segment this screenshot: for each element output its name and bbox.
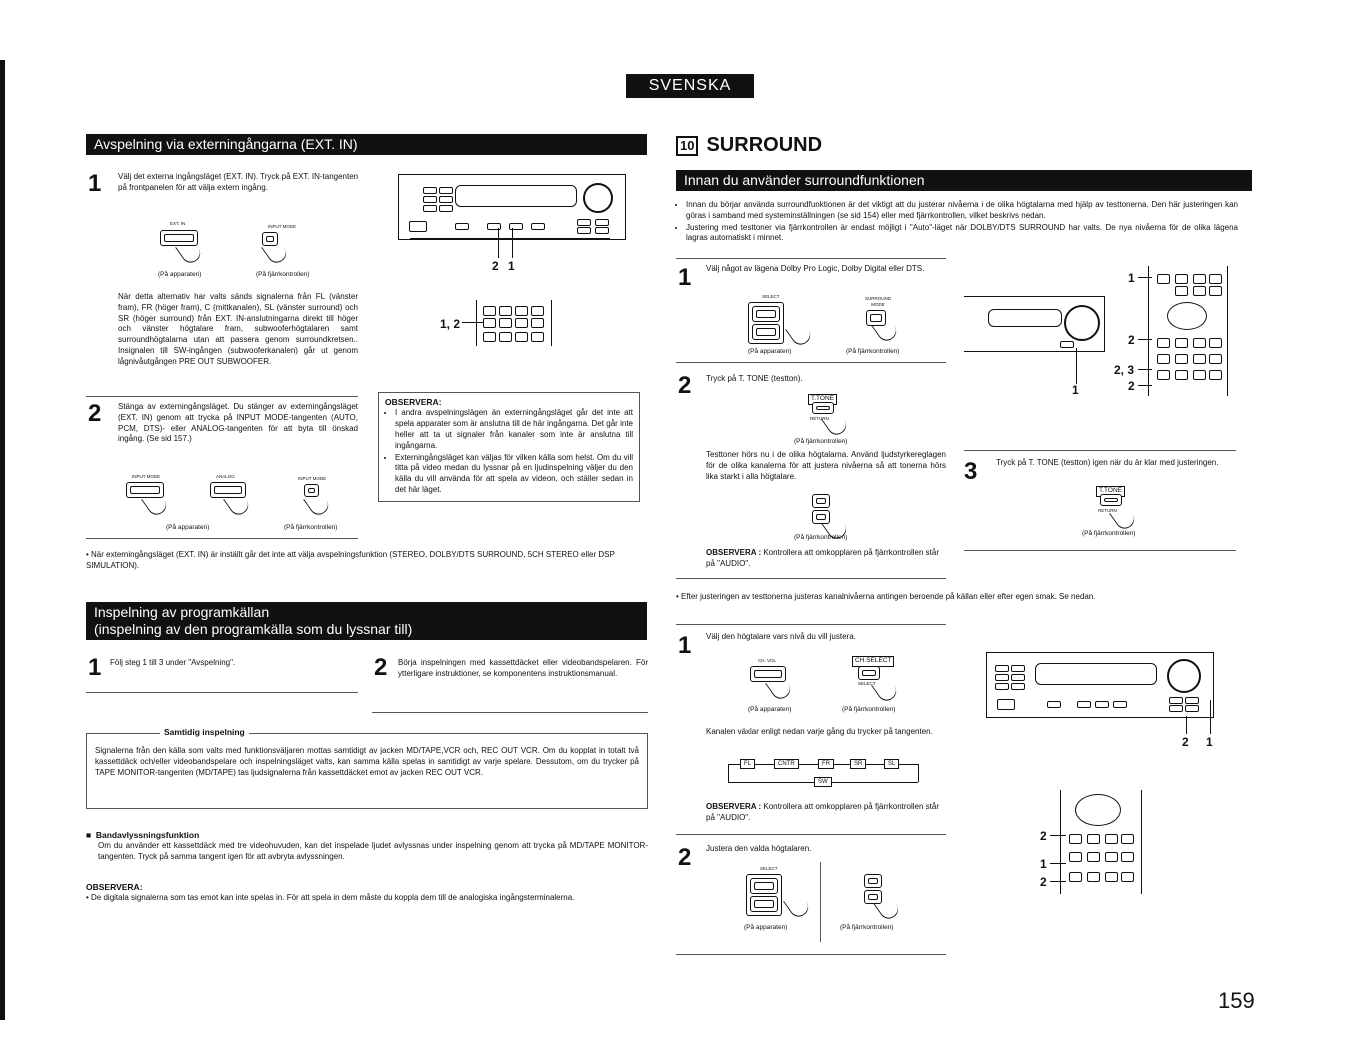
step-detail: Kanalen växlar enligt nedan varje gång du trycker på tangenten. <box>706 727 933 736</box>
channel-sr: SR <box>850 759 866 769</box>
simultaneous-recording-box <box>86 733 648 809</box>
step-number: 2 <box>374 654 388 681</box>
intro-item: • Justering med testtoner via fjärrkontrollen är endast möjligt i "Auto"-läget när DOLBY/DTS SURROUND har valts. De nya nivåerna för de olika lägena lagras automatiskt i minnet. <box>686 223 1238 245</box>
callout-number: 1 <box>508 259 515 273</box>
hand-icon <box>785 319 814 349</box>
leader-line <box>512 228 513 258</box>
button-label: SURROUND MODE <box>864 296 891 308</box>
section-text: Om du använder ett kassettdäck med tre videohuvuden, kan det inspelade ljudet avlyssnas under inspelning genom att trycka på MD/TAPE MONITOR-tangenten. Tryck på samma tangent igen för att avbryta avlyssningen. <box>98 841 648 862</box>
button-label: EXT. IN <box>170 221 186 226</box>
caption: (På fjärrkontrollen) <box>840 924 894 931</box>
leader-line <box>462 322 484 323</box>
section-bar-surround: Innan du använder surroundfunktionen <box>676 170 1252 191</box>
callout-number: 1 <box>1040 857 1047 871</box>
obs-text: Kontrollera att omkopplaren på fjärrkontrollen står på "AUDIO". <box>706 802 940 822</box>
note-box <box>378 392 640 502</box>
channel-sw: SW <box>814 777 832 787</box>
divider <box>86 396 358 397</box>
divider <box>86 538 358 539</box>
leader-line <box>1050 863 1066 864</box>
note-title: OBSERVERA: <box>86 882 143 892</box>
callout-number: 2 <box>1182 735 1189 749</box>
down-button[interactable] <box>752 324 780 340</box>
leader-line <box>1050 835 1066 836</box>
after-note: • Efter justeringen av testtonerna justeras kanalnivåerna antingen beroende på källan eller efter egen smak. Se nedan. <box>676 592 1096 601</box>
page-edge-marker <box>0 60 5 1020</box>
obs-label: OBSERVERA : <box>706 548 762 557</box>
obs-text: Kontrollera att omkopplaren på fjärrkontrollen står på "AUDIO". <box>706 548 940 568</box>
leader-line <box>1050 881 1066 882</box>
callout-number: 2, 3 <box>1114 363 1135 377</box>
callout-number: 2 <box>1040 875 1047 889</box>
caption: (På apparaten) <box>166 524 210 531</box>
divider <box>676 954 946 955</box>
channel-fl: FL <box>740 759 755 769</box>
divider <box>964 450 1236 451</box>
caption: (På fjärrkontrollen) <box>1082 530 1136 537</box>
button-label: SELECT <box>760 866 778 871</box>
step-number: 2 <box>678 844 692 871</box>
after-note-text: Efter justeringen av testtonerna justeras kanalnivåerna antingen beroende på källan eller efter egen smak. Se nedan. <box>681 592 1096 601</box>
caption: (På apparaten) <box>748 348 792 355</box>
callout-number: 2 <box>1040 829 1047 843</box>
step-text: Börja inspelningen med kassettdäcket eller videobandspelaren. För ytterligare instruktioner, se komponentens instruktionsmanual. <box>398 658 648 678</box>
leader-line <box>1138 385 1152 386</box>
divider <box>86 692 358 693</box>
footnote: • När externingångsläget (EXT. IN) är inställt går det inte att välja avspelningsfunktion (STEREO, DOLBY/DTS SURROUND, 5CH STEREO eller DSP SIMULATION). <box>86 550 615 570</box>
callout-number: 1 <box>1128 271 1135 285</box>
remote-illustration <box>1060 790 1142 894</box>
divider <box>820 862 821 942</box>
button-label: INPUT MODE <box>132 474 161 479</box>
callout-number: 2 <box>1128 333 1135 347</box>
caption: (På fjärrkontrollen) <box>284 524 338 531</box>
chapter-heading <box>676 132 822 159</box>
divider <box>676 624 946 625</box>
callout-number: 1 <box>1206 735 1213 749</box>
note-text: • De digitala signalerna som tas emot kan inte spelas in. För att spela in dem måste du koppla dem till de analogiska ingångsterminalerna. <box>86 893 575 903</box>
button-label: INPUT MODE <box>298 476 327 481</box>
leader-line <box>498 228 499 258</box>
leader-line <box>410 238 610 239</box>
language-tab: SVENSKA <box>626 74 754 98</box>
caption: (På fjärrkontrollen) <box>846 348 900 355</box>
remote-illustration <box>476 300 552 346</box>
step-text: Justera den valda högtalaren. <box>706 844 812 853</box>
obs-note <box>706 802 946 824</box>
leader-line <box>1138 339 1152 340</box>
caption: (På fjärrkontrollen) <box>842 706 896 713</box>
hand-icon <box>783 891 812 921</box>
step-text: Följ steg 1 till 3 under "Avspelning". <box>110 658 236 667</box>
section-bar-ext-in: Avspelning via externingångarna (EXT. IN) <box>86 134 647 155</box>
step-number: 1 <box>88 170 102 197</box>
channel-sl: SL <box>884 759 899 769</box>
receiver-illustration <box>964 296 1105 352</box>
step-detail: När detta alternativ har valts sänds signalerna från FL (vänster fram), FR (höger fram), C (mittkanalen), SL (vänster surround) och SR (höger surround) från EXT. IN-anslutningarna direkt till höger och vänster högtalare fram, subwooferhögtalaren samt surroundhögtalarna utan att passera genom surroundkretsen.. Insignalen till SW-ingången (subwooferkanalen) går ut genom lågnivåutgången PRE OUT SUBWOOFER. <box>118 292 358 366</box>
footnote-text: När externingångsläget (EXT. IN) är inställt går det inte att välja avspelningsfunktion (STEREO, DOLBY/DTS SURROUND, 5CH STEREO eller DSP SIMULATION). <box>86 550 615 570</box>
step-number: 1 <box>678 264 692 291</box>
section-bar-recording <box>86 602 647 640</box>
intro-list <box>676 200 1238 245</box>
callout-number: 2 <box>492 259 499 273</box>
button-label: T.TONE <box>1096 486 1125 497</box>
note-section <box>86 882 648 904</box>
note-title: OBSERVERA: <box>385 397 442 407</box>
chapter-number: 10 <box>676 136 698 156</box>
button-label: SELECT <box>762 294 780 299</box>
intro-item: • Innan du börjar använda surroundfunktionen är det viktigt att du justerar nivåerna i de olika högtalarna med hjälp av testtonerna. Den här justeringen kan göras i samband med systeminställningen (se sid 154) eller med fjärrkontrollen, vilket beskrivs nedan. <box>686 200 1238 222</box>
box-title: Samtidig inspelning <box>160 727 249 738</box>
channel-cntr: CNTR <box>774 759 799 769</box>
ch-select-button[interactable] <box>858 666 880 680</box>
obs-note <box>706 548 946 570</box>
page-number: 159 <box>1218 988 1255 1013</box>
leader-line <box>1138 277 1152 278</box>
step-number: 2 <box>678 372 692 399</box>
divider <box>676 578 946 579</box>
note-item: • Externingångsläget kan väljas för vilken källa som helst. Om du vill titta på video medan du lyssnar på en ljudinspelning väljer du den källa du vill använda för att spela av videon, och ställer sedan in det här läget. <box>395 453 633 496</box>
step-text: Tryck på T. TONE (testton). <box>706 374 803 383</box>
channel-fr: FR <box>818 759 834 769</box>
button-label: CH. VOL <box>758 658 777 663</box>
section-title-line: (inspelning av den programkälla som du lyssnar till) <box>94 621 413 637</box>
button-sublabel: SELECT <box>858 681 876 686</box>
leader-line <box>1186 716 1187 734</box>
caption: (På apparaten) <box>744 924 788 931</box>
channel-flow-diagram <box>728 758 920 788</box>
tape-monitor-section <box>86 830 648 863</box>
button-label: INPUT MODE <box>268 224 297 229</box>
step-text: Välj något av lägena Dolby Pro Logic, Dolby Digital eller DTS. <box>706 264 925 273</box>
receiver-illustration <box>986 652 1214 718</box>
step-number: 3 <box>964 458 978 485</box>
remote-illustration <box>1148 266 1228 396</box>
step-number: 2 <box>88 400 102 427</box>
callout-number: 1, 2 <box>440 317 461 331</box>
step-text: Välj det externa ingångsläget (EXT. IN). Tryck på EXT. IN-tangenten på frontpanelen för att välja extern ingång. <box>118 172 359 192</box>
callout-number: 1 <box>1072 383 1079 397</box>
leader-line <box>1138 369 1152 370</box>
note-item: • I andra avspelningslägen än externingångsläget går det inte att spela apparater som är anslutna till de här ingångarna. Det går inte heller att ta ut signaler från kanaler som inte är anslutna till ingångarna. <box>395 408 633 451</box>
step-number: 1 <box>678 632 692 659</box>
caption: (På apparaten) <box>748 706 792 713</box>
caption: (På apparaten) <box>158 271 202 278</box>
divider <box>676 258 946 259</box>
t-tone-button[interactable] <box>1100 494 1122 506</box>
button-label: CH.SELECT <box>852 656 894 667</box>
obs-label: OBSERVERA : <box>706 802 762 811</box>
divider <box>964 550 1236 551</box>
section-title-line: Inspelning av programkällan <box>94 604 270 620</box>
note-text-content: De digitala signalerna som tas emot kan inte spelas in. För att spela in dem måste du koppla dem till de analogiska ingångsterminalerna. <box>91 893 575 903</box>
up-button[interactable] <box>752 306 780 322</box>
section-heading-text: Bandavlyssningsfunktion <box>95 830 200 840</box>
box-text: Signalerna från den källa som valts med funktionsväljaren mottas samtidigt av jacken MD/TAPE,VCR och, REC OUT VCR. Om du kopplat in totalt två kassettdäck och/eller videobandspelare och inspelningsläget valts, kan samma källa spelas in samtidigt av varje spelare. Dessutom, om du trycker på TAPE MONITOR-tangenten (MD/TAPE) tas ljudsignalerna från kassettdäcket emot av jacken REC OUT VCR. <box>95 746 639 777</box>
down-button[interactable] <box>750 896 778 912</box>
step-text: Välj den högtalare vars nivå du vill justera. <box>706 632 856 641</box>
divider <box>676 834 946 835</box>
divider <box>676 362 946 363</box>
button-label: ANALOG <box>216 474 235 479</box>
leader-line <box>1076 348 1077 384</box>
step-text: Tryck på T. TONE (testton) igen när du är klar med justeringen. <box>996 458 1219 467</box>
divider <box>372 712 648 713</box>
section-heading: ■ Bandavlyssningsfunktion <box>86 830 200 840</box>
step-detail: Testtoner hörs nu i de olika högtalarna. Använd ljudstyrkereglagen för de olika kanalerna för att justera nivåerna så att tonerna hörs lika starkt i alla högtalare. <box>706 450 946 481</box>
button-sublabel: RETURN <box>1098 508 1117 513</box>
caption: (På fjärrkontrollen) <box>256 271 310 278</box>
up-arrow-button[interactable] <box>864 874 882 888</box>
step-text: Stänga av externingångsläget. Du stänger av externingångsläget (EXT. IN) genom att trycka på INPUT MODE-tangenten (AUTO, PCM, DTS)- eller ANALOG-tangenten för att byta till önskad ingång. (Se sid 157.) <box>118 402 358 444</box>
button-sublabel: RETURN <box>810 416 829 421</box>
step-number: 1 <box>88 654 102 681</box>
caption: (På fjärrkontrollen) <box>794 438 848 445</box>
up-arrow-button[interactable] <box>812 494 830 508</box>
chapter-title: SURROUND <box>706 134 823 156</box>
leader-line <box>1210 700 1211 734</box>
up-button[interactable] <box>750 878 778 894</box>
button-label: T.TONE <box>808 394 837 405</box>
callout-number: 2 <box>1128 379 1135 393</box>
caption: (På fjärrkontrollen) <box>794 534 848 541</box>
